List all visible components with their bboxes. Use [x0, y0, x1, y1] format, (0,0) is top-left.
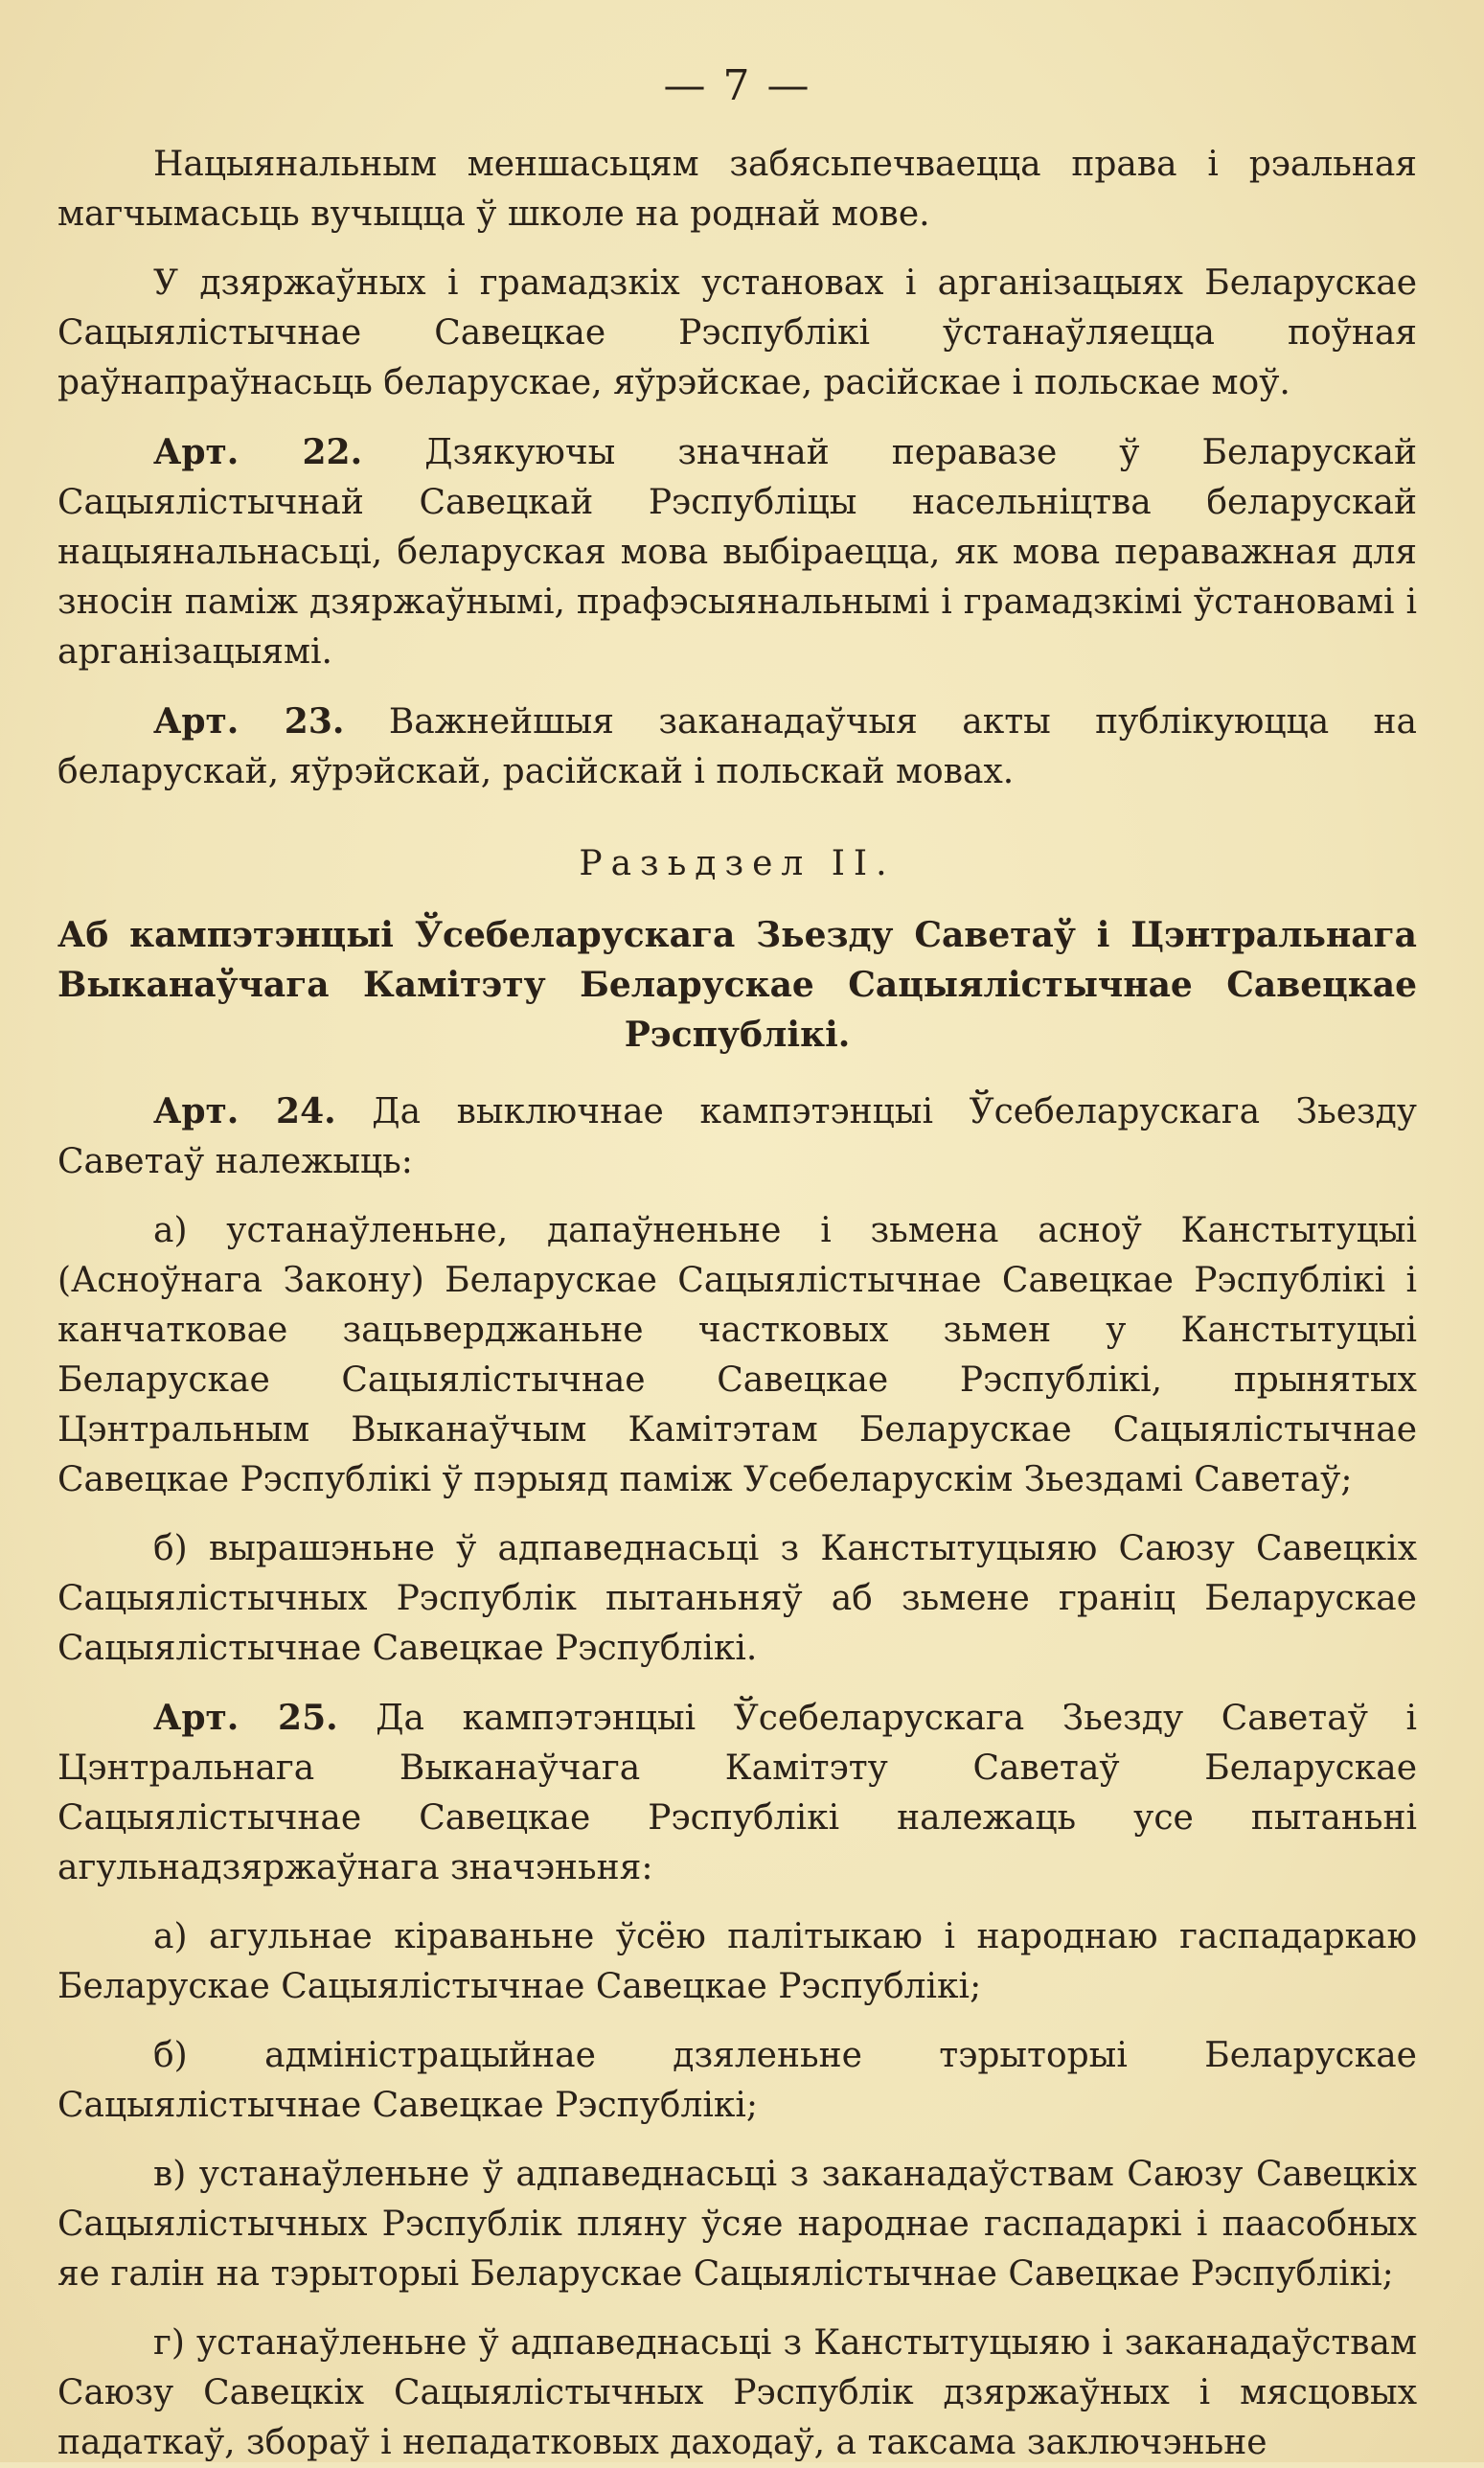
article-25-item-b: б) адміністрацыйнае дзяленьне тэрыторыі Беларускае Сацыялістычнае Савецкае Рэспублікі;	[57, 2036, 1417, 2125]
article-22	[57, 427, 1417, 677]
article-24-label: Арт. 24.	[153, 1091, 336, 1131]
article-25-label: Арт. 25.	[153, 1698, 338, 1738]
section-heading: Аб кампэтэнцыі Ўсебеларускага Зьезду Саветаў і Цэнтральнага Выканаўчага Камітэту Беларускае Сацыялістычнае Савецкае Рэспублікі.	[57, 915, 1417, 1055]
article-24-text: Да выключнае кампэтэнцыі Ўсебеларускага Зьезду Саветаў належыць:	[57, 1092, 1417, 1181]
article-23-text: Важнейшыя заканадаўчыя акты публікуюцца на беларускай, яўрэйскай, расійскай і польскай мовах.	[57, 702, 1418, 791]
article-25-item-d: г) устанаўленьне ў адпаведнасьці з Канстытуцыяю і заканадаўствам Саюзу Савецкіх Сацыялістычных Рэспублік дзяржаўных і мясцовых падаткаў, збораў і непадатковых даходаў, а таксама заключэньне	[57, 2323, 1417, 2462]
article-23	[57, 697, 1417, 797]
article-25-item-c: в) устанаўленьне ў адпаведнасьці з заканадаўствам Саюзу Савецкіх Сацыялістычных Рэспублік пляну ўсяе народнае гаспадаркі і паасобных яе галін на тэрыторыі Беларускае Сацыялістычнае Савецкае Рэспублікі;	[57, 2155, 1417, 2294]
page-number: — 7 —	[663, 61, 811, 110]
paragraph-minorities-school: Нацыянальным меншасьцям забясьпечваецца права і рэальная магчымасьць вучыцца ў школе на роднай мове.	[57, 145, 1417, 234]
article-23-label: Арт. 23.	[153, 701, 345, 742]
article-25-text: Да кампэтэнцыі Ўсебеларускага Зьезду Саветаў і Цэнтральнага Выканаўчага Камітэту Саветаў Беларускае Сацыялістычнае Савецкае Рэспублікі належаць усе пытаньні агульнадзяржаўнага значэньня:	[57, 1699, 1417, 1887]
article-24-item-a: а) устанаўленьне, дапаўненьне і зьмена асноў Канстытуцыі (Асноўнага Закону) Беларускае Сацыялістычнае Савецкае Рэспублікі і канчатковае зацьверджаньне частковых зьмен у Канстытуцыі Беларускае Сацыялістычнае Савецкае Рэспублікі, прынятых Цэнтральным Выканаўчым Камітэтам Беларускае Сацыялістычнае Савецкае Рэспублікі ў пэрыяд паміж Усебеларускім Зьездамі Саветаў;	[57, 1211, 1417, 1499]
article-25	[57, 1693, 1417, 1893]
article-24	[57, 1086, 1417, 1187]
section-title: Разьдзел II.	[579, 844, 896, 883]
article-22-text: Дзякуючы значнай перавазе ў Беларускай Сацыялістычнай Савецкай Рэспубліцы насельніцтва беларускай нацыянальнасьці, беларуская мова выбіраецца, як мова пераважная для зносін паміж дзяржаўнымі, прафэсыянальнымі і грамадзкімі ўстановамі і арганізацыямі.	[57, 433, 1417, 672]
article-25-item-a: а) агульнае кіраваньне ўсёю палітыкаю і народнаю гаспадаркаю Беларускае Сацыялістычнае Савецкае Рэспублікі;	[57, 1917, 1417, 2006]
article-22-label: Арт. 22.	[153, 432, 363, 472]
article-24-item-b: б) вырашэньне ў адпаведнасьці з Канстытуцыяю Саюзу Савецкіх Сацыялістычных Рэспублік пытаньняў аб зьмене граніц Беларускае Сацыялістычнае Савецкае Рэспублікі.	[57, 1529, 1417, 1668]
paragraph-language-equality: У дзяржаўных і грамадзкіх установах і арганізацыях Беларускае Сацыялістычнае Савецкае Рэспублікі ўстанаўляецца поўная раўнапраўнасьць беларускае, яўрэйскае, расійскае і польскае моў.	[57, 263, 1417, 402]
